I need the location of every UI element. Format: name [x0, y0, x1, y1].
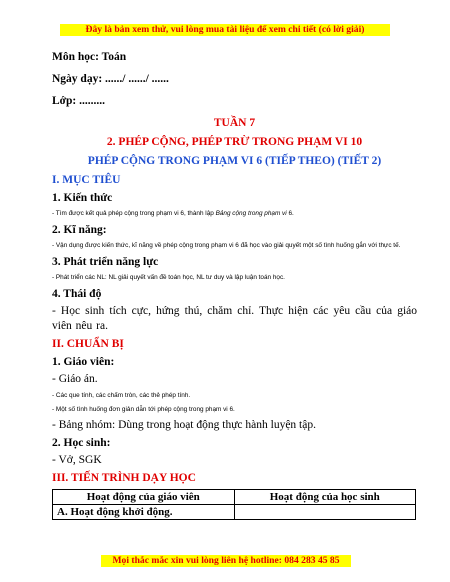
- teacher-item: - Các que tính, các chấm tròn, các thẻ phép tính.: [52, 392, 191, 399]
- skills-heading: 2. Kĩ năng:: [52, 224, 107, 236]
- teacher-heading: 1. Giáo viên:: [52, 356, 115, 368]
- activity-table: [52, 489, 416, 520]
- attitude-heading: 4. Thái độ: [52, 288, 102, 300]
- subject-line: Môn học: Toán: [52, 51, 127, 63]
- date-line: Ngày dạy: ....../ ....../ ......: [52, 73, 169, 85]
- attitude-text: - Học sinh tích cực, hứng thú, chăm chỉ. Thực hiện các yêu cầu của giáo viên nêu ra.: [52, 305, 417, 332]
- section-objectives-heading: I. MỤC TIÊU: [52, 174, 121, 186]
- competence-heading: 3. Phát triển năng lực: [52, 256, 159, 268]
- table-header-row: [53, 490, 416, 505]
- skills-text: - Vận dụng được kiến thức, kĩ năng về phép cộng trong phạm vi 6 đã học vào giải quyết một số tình huống gắn với thực tế.: [52, 242, 401, 249]
- preview-notice-banner: Đây là bản xem thử, vui lòng mua tài liệu để xem chi tiết (có lời giải): [60, 24, 390, 36]
- teacher-item: - Giáo án.: [52, 373, 98, 385]
- section-preparation-heading: II. CHUẨN BỊ: [52, 338, 124, 350]
- teacher-activity-header: Hoạt động của giáo viên: [53, 490, 235, 505]
- student-activity-header: Hoạt động của học sinh: [234, 490, 416, 505]
- knowledge-text: - Tìm được kết quả phép cộng trong phạm vi 6, thành lập Bảng cộng trong phạm vi 6.: [52, 210, 294, 217]
- week-title: TUẦN 7: [213, 117, 256, 129]
- knowledge-heading: 1. Kiến thức: [52, 192, 113, 204]
- student-heading: 2. Học sinh:: [52, 437, 111, 449]
- table-cell: A. Hoạt động khởi động.: [53, 505, 235, 520]
- lesson-title: PHÉP CỘNG TRONG PHẠM VI 6 (TIẾP THEO) (TIẾT 2): [87, 155, 382, 167]
- competence-text: - Phát triển các NL: NL giải quyết vấn đề toán học, NL tư duy và lập luận toán học.: [52, 274, 285, 281]
- class-line: Lớp: .........: [52, 95, 106, 107]
- chapter-title: 2. PHÉP CỘNG, PHÉP TRỪ TRONG PHẠM VI 10: [106, 136, 363, 148]
- lesson-plan-content: [52, 50, 417, 520]
- table-cell: [234, 505, 416, 520]
- table-row: [53, 505, 416, 520]
- teacher-item: - Một số tình huống đơn giản dẫn tới phép cộng trong phạm vi 6.: [52, 406, 235, 413]
- section-process-heading: III. TIẾN TRÌNH DẠY HỌC: [52, 472, 196, 484]
- teacher-item: - Bảng nhóm: Dùng trong hoạt động thực hành luyện tập.: [52, 419, 316, 431]
- student-item: - Vở, SGK: [52, 454, 102, 466]
- hotline-notice-banner: Mọi thắc mắc xin vui lòng liên hệ hotline: 084 283 45 85: [101, 555, 351, 567]
